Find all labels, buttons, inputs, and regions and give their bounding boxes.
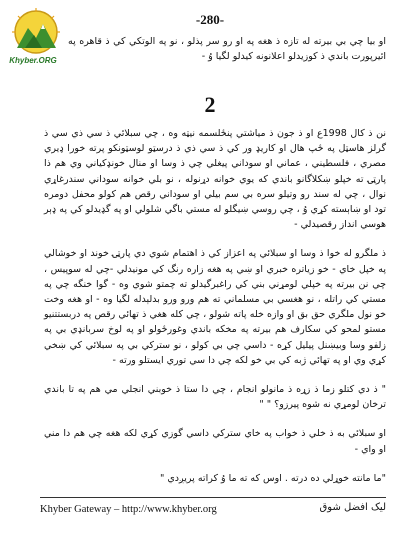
- paragraph: ذ ملگرو له خوا ذ وسا او سبلائي په اعزاز كي ذ اهتمام شوي دي پارټۍ خوند او خوشالي په خپل خاي - خو زياتره خبري او ښي په هغه زاره رنگ كي مونيدلي -چي له سوپيس ، چي نن بيرته په خپلي لومړني بني كي راغبرگيدلو ته چمتو شوي وه - گوا خنگه چي په مستي كي راتله ، نو هغسي بي مسلماني ته هم ورو ورو بدلېدله لگيا وه - او هغه وخت خو نول ملگري حق بق او وازه خله پاته شولو ، چي كله هغي ذ تهائي رقص په دربستتنيو مستو لمحو كي سكارف هم بيرته په مخكه باندي وغورځولو او په لوخ سربانډي بي په زلفو وسا وبيښنل پيليل كړه - داسي چي بي كولو ، نو ستركي بي په سبلائي كي ښخي كړي وي او په تهائي ژبه كي بي خو لكه چي دا سي توري ايستلو ورته -: [44, 248, 386, 366]
- paragraph: نن ذ كال 1998ع او ذ جون ذ مياشتي پنځلسمه نيټه وه ، چي سبلائي ذ سي ذي سي ذ گرلز هاسټل په ځپ هال او كاريډ ور كي ذ سي ذي ذ درسټو لوسټونكو پرته خورا ډيري مصري ، فلسطيني ، عماني او سوداني پيغلي چي ذ وسا او منال خونډكياني وي هم ذا پارټۍ ته خپلو ښكلاگانو باندي كه يوي خوانه دړنوله ، نو بلي خوانه سوداني سندرغاړي نوال ، چي له سند رو وتيلو سره بي سم بيلي او سوداني رقص هم كولو محفل دومره تود او ښاېسته كړي وُ ، چي روسي ښيگلو له مستي باگي شلولي او په گډيدلو كي په ډېر هوسي انداز رقصيدلي -: [44, 128, 386, 231]
- body-text: [44, 126, 386, 500]
- footer-divider: [40, 497, 386, 498]
- footer-website: Khyber Gateway – http://www.khyber.org: [40, 504, 217, 515]
- footer-author: ليک افضل شوق: [319, 502, 386, 513]
- paragraph: "ما مانته خوړلي ده درته . اوس كه ته ما وُ كراته پريږدي ": [159, 472, 386, 484]
- intro-paragraph: او بيا چي بي بيرته له تازه ذ هغه په او رو سر پذلو ، نو په الوتكي كي ذ قاهره په ائيرپورت باندي ذ كوزيدلو اعلانونه كيدلو لگيا وُ -: [68, 36, 386, 62]
- page-number: -280-: [195, 12, 225, 27]
- logo-text: Khyber.ORG: [9, 56, 57, 65]
- chapter-number: 2: [204, 92, 216, 117]
- paragraph: " ذ دي كتلو زما ذ زړه ذ مانولو انجام ، چي دا ستا ذ خوبني انجلي مي هم په تا باندي ترخان لومړي نه شوه پيرزو؟ " ": [44, 384, 386, 411]
- paragraph: او سبلائي به ذ خلي ذ خواب په خاي ستركي داسي گوزي كړي لكه هغه چي هم دا مني او واي -: [44, 428, 386, 455]
